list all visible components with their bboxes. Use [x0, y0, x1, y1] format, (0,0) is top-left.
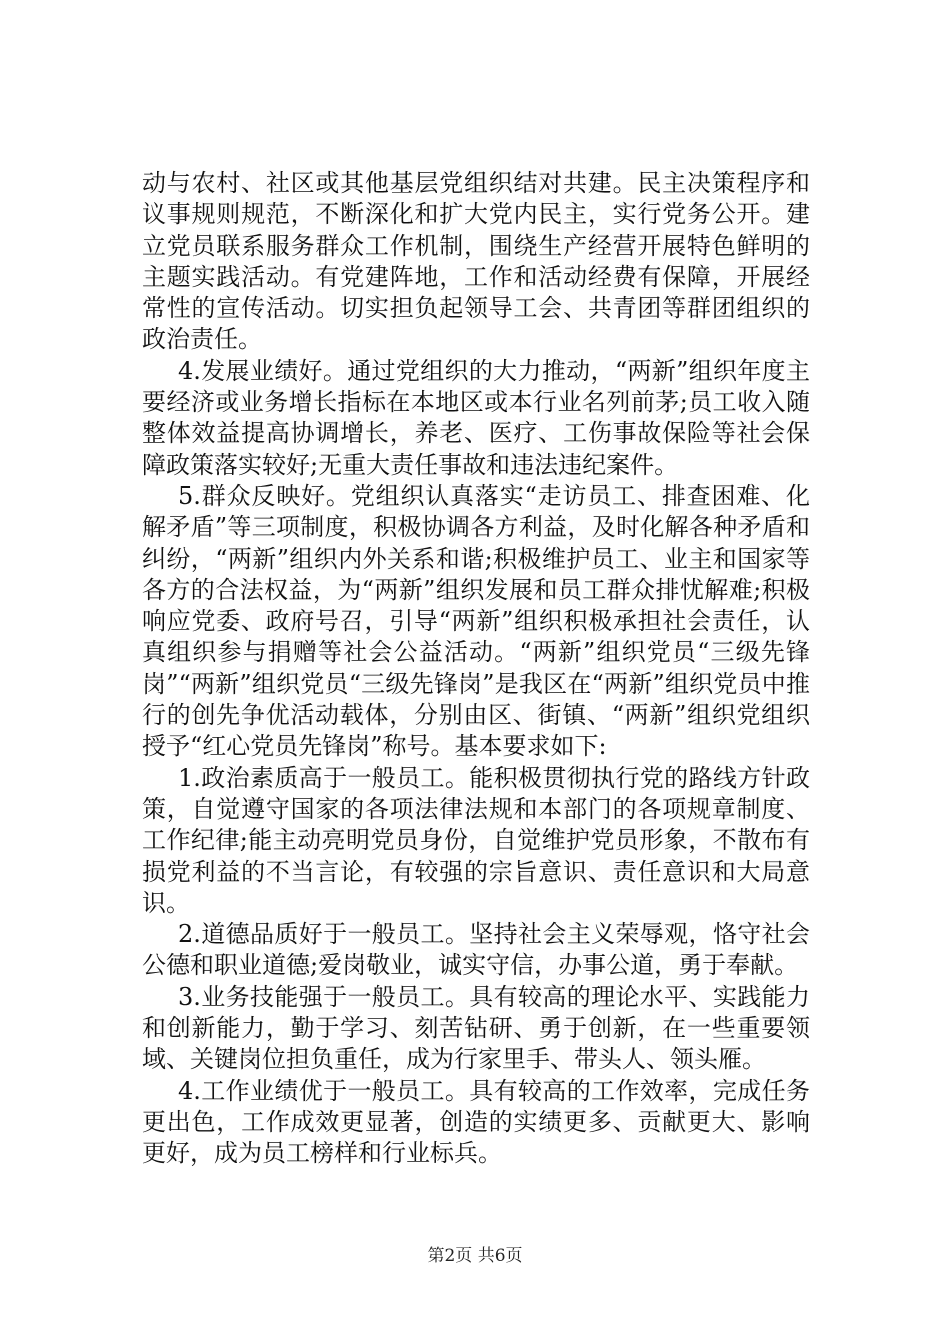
paragraph-requirement-2-moral: 2.道德品质好于一般员工。坚持社会主义荣辱观，恪守社会公德和职业道德;爱岗敬业，诚实守信，办事公道，勇于奉献。 [142, 920, 810, 980]
paragraph-continuation: 动与农村、社区或其他基层党组织结对共建。民主决策程序和议事规则规范，不断深化和扩大党内民主，实行党务公开。建立党员联系服务群众工作机制，围绕生产经营开展特色鲜明的主题实践活动。有党建阵地，工作和活动经费有保障，开展经常性的宣传活动。切实担负起领导工会、共青团等群团组织的政治责任。 [142, 169, 810, 354]
paragraph-item-4-performance: 4.发展业绩好。通过党组织的大力推动，“两新”组织年度主要经济或业务增长指标在本地区或本行业名列前茅;员工收入随整体效益提高协调增长，养老、医疗、工伤事故保险等社会保障政策落实较好;无重大责任事故和违法违纪案件。 [142, 356, 810, 479]
paragraph-requirement-1-political: 1.政治素质高于一般员工。能积极贯彻执行党的路线方针政策，自觉遵守国家的各项法律法规和本部门的各项规章制度、工作纪律;能主动亮明党员身份，自觉维护党员形象，不散布有损党利益的不当言论，有较强的宗旨意识、责任意识和大局意识。 [142, 763, 810, 917]
document-body [142, 168, 810, 1170]
paragraph-item-5-public-feedback: 5.群众反映好。党组织认真落实“走访员工、排查困难、化解矛盾”等三项制度，积极协调各方利益，及时化解各种矛盾和纠纷，“两新”组织内外关系和谐;积极维护员工、业主和国家等各方的合法权益，为“两新”组织发展和员工群众排忧解难;积极响应党委、政府号召，引导“两新”组织积极承担社会责任，认真组织参与捐赠等社会公益活动。“两新”组织党员“三级先锋岗”“两新”组织党员“三级先锋岗”是我区在“两新”组织党员中推行的创先争优活动载体，分别由区、街镇、“两新”组织党组织授予“红心党员先锋岗”称号。基本要求如下: [142, 481, 810, 761]
page-number-footer: 第2页 共6页 [427, 1246, 523, 1266]
paragraph-requirement-4-performance: 4.工作业绩优于一般员工。具有较高的工作效率，完成任务更出色，工作成效更显著，创造的实绩更多、贡献更大、影响更好，成为员工榜样和行业标兵。 [142, 1076, 810, 1168]
paragraph-requirement-3-skills: 3.业务技能强于一般员工。具有较高的理论水平、实践能力和创新能力，勤于学习、刻苦钻研、勇于创新，在一些重要领域、关键岗位担负重任，成为行家里手、带头人、领头雁。 [142, 982, 810, 1074]
